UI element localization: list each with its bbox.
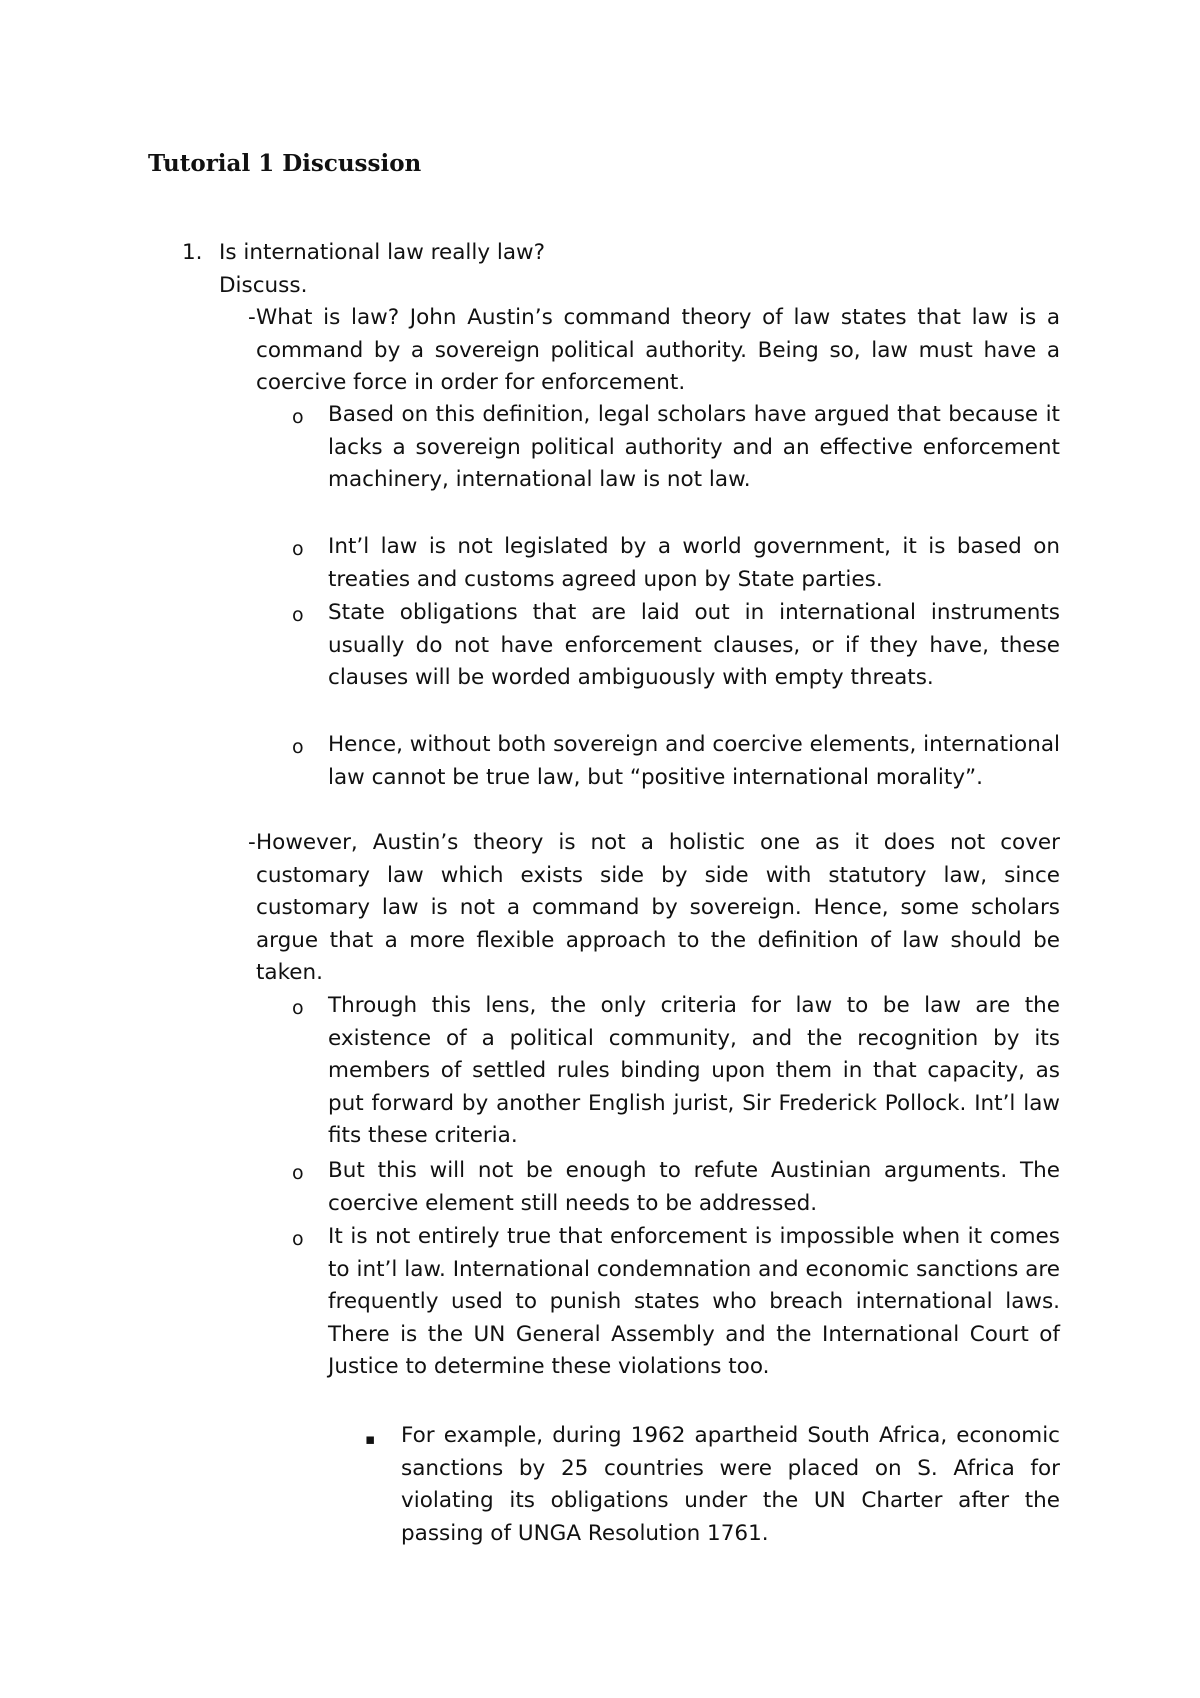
subpoint-pollock-criteria: Through this lens, the only criteria for law to be law are the existence of a political community, and the recognition by its members of settled rules binding upon them in that capacity, as put forward by another English jurist, Sir Frederick Pollock. Int’l law fits these criteria. [328, 993, 1060, 1149]
document-title: Tutorial 1 Discussion [148, 150, 422, 177]
subpoint-state-obligations: State obligations that are laid out in international instruments usually do not have enforcement clauses, or if they have, these clauses will be worded ambiguously with empty threats. [328, 600, 1060, 691]
circle-bullet: o [292, 997, 304, 1019]
dash-bullet: - [248, 305, 256, 330]
question-instruction: Discuss. [219, 272, 308, 298]
circle-bullet: o [292, 604, 304, 626]
circle-bullet: o [292, 1228, 304, 1250]
point-holistic-critique: However, Austin’s theory is not a holistic one as it does not cover customary law which exists side by side with statutory law, since customary law is not a command by sovereign. Hence, some scholars argue that a more flexible approach to the definition of law should be taken. [256, 830, 1060, 986]
subpoint-positive-morality: Hence, without both sovereign and coercive elements, international law cannot be true law, but “positive international morality”. [328, 732, 1060, 790]
point-austin-command-theory: What is law? John Austin’s command theory of law states that law is a command by a sovereign political authority. Being so, law must have a coercive force in order for enforcement. [256, 305, 1060, 396]
dash-bullet: - [248, 830, 256, 855]
subpoint-enforcement: It is not entirely true that enforcement is impossible when it comes to int’l law. International condemnation and economic sanctions are frequently used to punish states who breach international laws. There is the UN General Assembly and the International Court of Justice to determine these violations too. [328, 1224, 1060, 1380]
circle-bullet: o [292, 736, 304, 758]
question-number: 1. [182, 240, 203, 265]
square-bullet: ▪ [365, 1430, 376, 1448]
subpoint-world-government: Int’l law is not legislated by a world government, it is based on treaties and customs agreed upon by State parties. [328, 534, 1060, 592]
circle-bullet: o [292, 1162, 304, 1184]
subpoint-coercive-element: But this will not be enough to refute Austinian arguments. The coercive element still needs to be addressed. [328, 1158, 1060, 1216]
question-text: Is international law really law? [219, 240, 546, 265]
question [219, 237, 1059, 302]
example-south-africa: For example, during 1962 apartheid South Africa, economic sanctions by 25 countries were placed on S. Africa for violating its obligations under the UN Charter after the passing of UNGA Resolution 1761. [401, 1423, 1060, 1546]
circle-bullet: o [292, 538, 304, 560]
circle-bullet: o [292, 406, 304, 428]
subpoint-legal-scholars: Based on this definition, legal scholars have argued that because it lacks a sovereign political authority and an effective enforcement machinery, international law is not law. [328, 402, 1060, 493]
